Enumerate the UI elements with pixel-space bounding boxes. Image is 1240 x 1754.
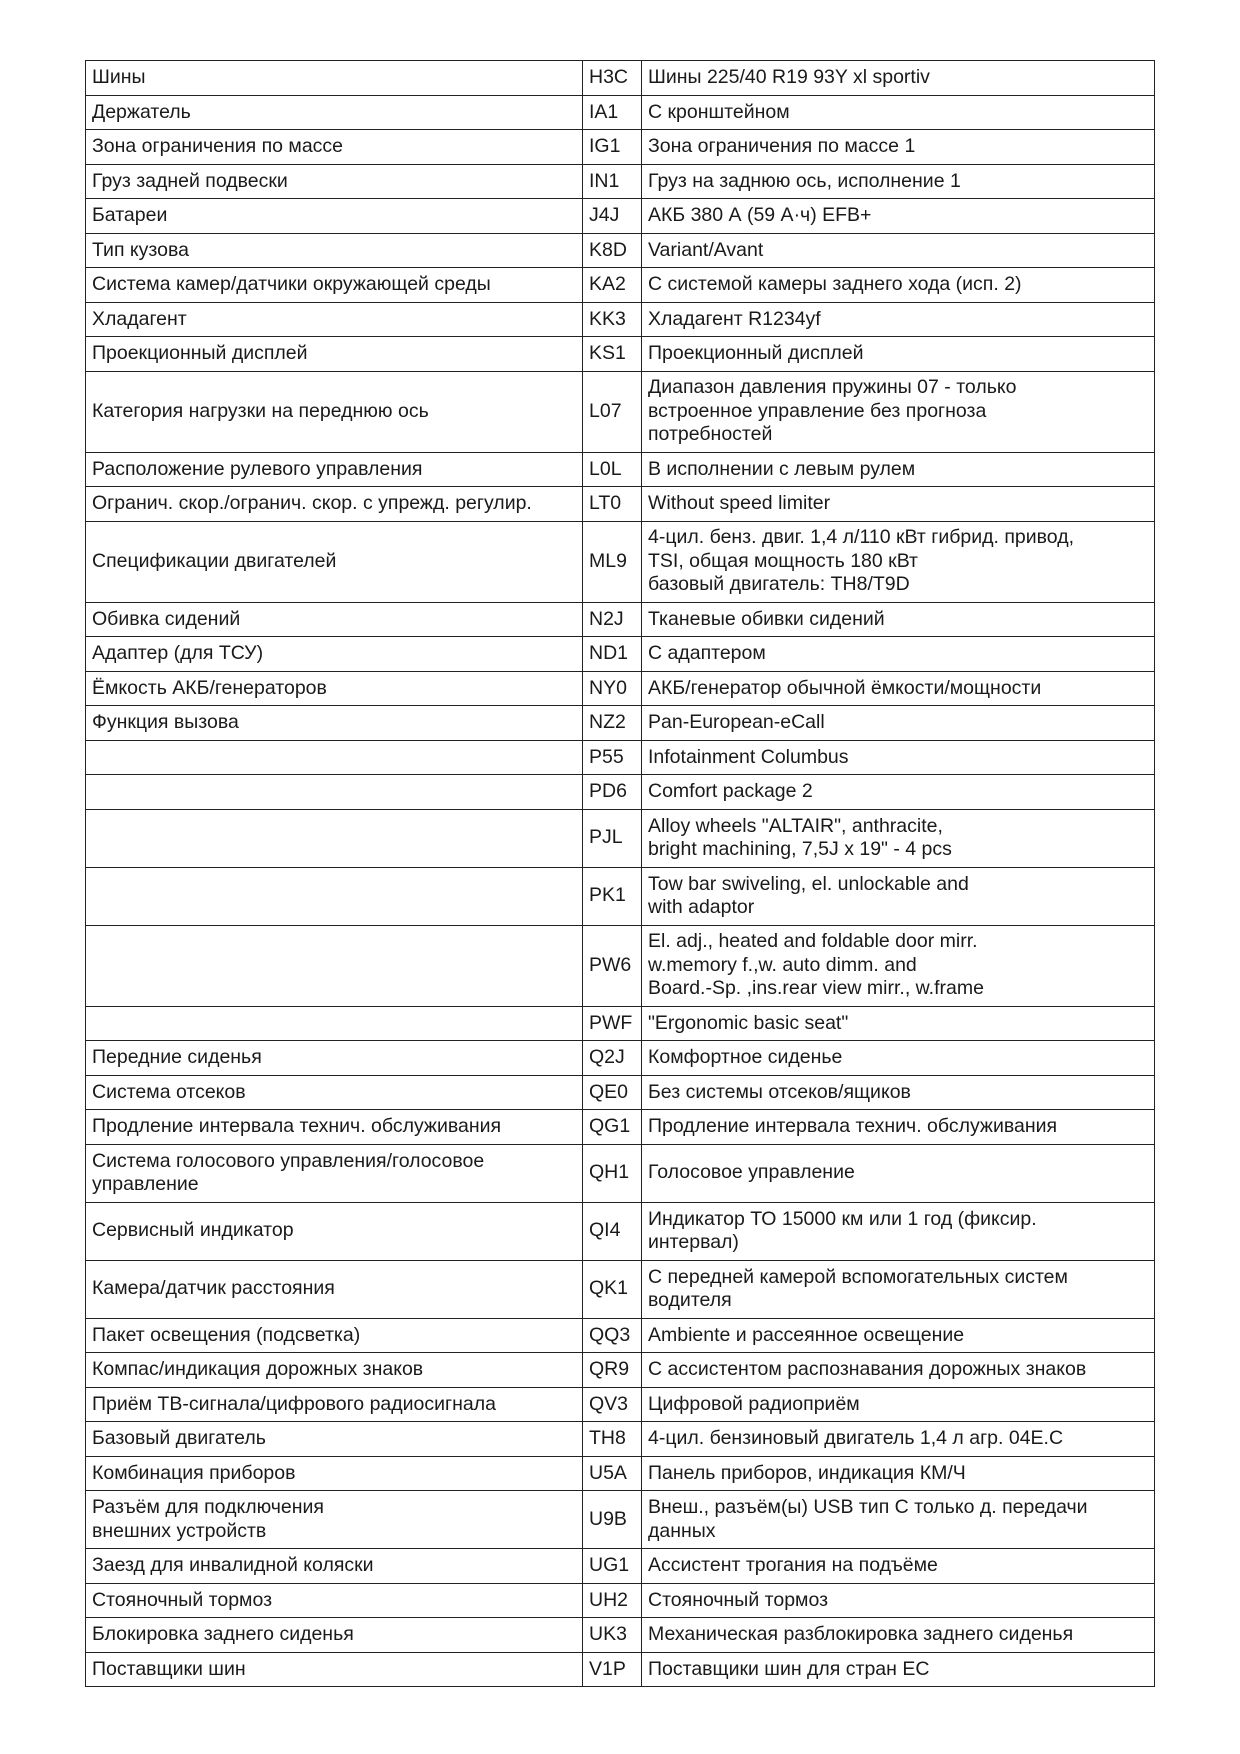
table-row — [86, 521, 1155, 602]
row-description: Стояночный тормоз — [642, 1583, 1155, 1618]
row-code: UH2 — [583, 1583, 642, 1618]
row-description: Variant/Avant — [642, 233, 1155, 268]
row-label — [86, 809, 583, 867]
row-description: 4-цил. бенз. двиг. 1,4 л/110 кВт гибрид. привод, TSI, общая мощность 180 кВт базовый двигатель: TH8/T9D — [642, 521, 1155, 602]
table-row — [86, 1353, 1155, 1388]
row-code: PD6 — [583, 775, 642, 810]
row-label: Груз задней подвески — [86, 164, 583, 199]
table-row — [86, 1387, 1155, 1422]
row-description: С адаптером — [642, 637, 1155, 672]
row-label: Зона ограничения по массе — [86, 130, 583, 165]
row-label — [86, 775, 583, 810]
row-description: С ассистентом распознавания дорожных знаков — [642, 1353, 1155, 1388]
row-code: UK3 — [583, 1618, 642, 1653]
row-code: U5A — [583, 1456, 642, 1491]
row-label: Адаптер (для ТСУ) — [86, 637, 583, 672]
row-label: Проекционный дисплей — [86, 337, 583, 372]
row-label: Сервисный индикатор — [86, 1202, 583, 1260]
row-label: Система голосового управления/голосовое управление — [86, 1144, 583, 1202]
table-row — [86, 706, 1155, 741]
row-description: АКБ/генератор обычной ёмкости/мощности — [642, 671, 1155, 706]
row-code: LT0 — [583, 487, 642, 522]
row-code: J4J — [583, 199, 642, 234]
row-label: Шины — [86, 61, 583, 96]
table-row — [86, 302, 1155, 337]
row-code: N2J — [583, 602, 642, 637]
row-label: Держатель — [86, 95, 583, 130]
table-row — [86, 268, 1155, 303]
table-row — [86, 1318, 1155, 1353]
table-row — [86, 1549, 1155, 1584]
row-label — [86, 925, 583, 1006]
table-row — [86, 1618, 1155, 1653]
row-code: IG1 — [583, 130, 642, 165]
table-row — [86, 867, 1155, 925]
row-label: Приём ТВ-сигнала/цифрового радиосигнала — [86, 1387, 583, 1422]
row-label: Продление интервала технич. обслуживания — [86, 1110, 583, 1145]
table-row — [86, 925, 1155, 1006]
table-row — [86, 487, 1155, 522]
table-row — [86, 1491, 1155, 1549]
row-label: Тип кузова — [86, 233, 583, 268]
row-description: В исполнении с левым рулем — [642, 452, 1155, 487]
row-label — [86, 1006, 583, 1041]
row-description: Диапазон давления пружины 07 - только встроенное управление без прогноза потребностей — [642, 371, 1155, 452]
table-row — [86, 602, 1155, 637]
row-label: Ёмкость АКБ/генераторов — [86, 671, 583, 706]
table-row — [86, 1041, 1155, 1076]
row-label: Обивка сидений — [86, 602, 583, 637]
row-label: Передние сиденья — [86, 1041, 583, 1076]
table-row — [86, 371, 1155, 452]
row-code: Q2J — [583, 1041, 642, 1076]
row-description: Тканевые обивки сидений — [642, 602, 1155, 637]
row-description: Ассистент трогания на подъёме — [642, 1549, 1155, 1584]
row-description: Ambiente и рассеянное освещение — [642, 1318, 1155, 1353]
row-description: "Ergonomic basic seat" — [642, 1006, 1155, 1041]
row-code: U9B — [583, 1491, 642, 1549]
row-code: PK1 — [583, 867, 642, 925]
row-code: K8D — [583, 233, 642, 268]
table-row — [86, 61, 1155, 96]
row-description: Pan-European-eCall — [642, 706, 1155, 741]
row-description: Alloy wheels "ALTAIR", anthracite, bright machining, 7,5J x 19" - 4 pcs — [642, 809, 1155, 867]
row-label: Базовый двигатель — [86, 1422, 583, 1457]
table-row — [86, 1006, 1155, 1041]
table-row — [86, 809, 1155, 867]
row-code: QR9 — [583, 1353, 642, 1388]
row-code: QH1 — [583, 1144, 642, 1202]
row-code: P55 — [583, 740, 642, 775]
row-label: Категория нагрузки на переднюю ось — [86, 371, 583, 452]
table-row — [86, 1652, 1155, 1687]
row-label: Заезд для инвалидной коляски — [86, 1549, 583, 1584]
table-row — [86, 1456, 1155, 1491]
row-label: Спецификации двигателей — [86, 521, 583, 602]
table-row — [86, 671, 1155, 706]
table-row — [86, 337, 1155, 372]
table-row — [86, 164, 1155, 199]
row-description: Внеш., разъём(ы) USB тип C только д. передачи данных — [642, 1491, 1155, 1549]
table-row — [86, 1422, 1155, 1457]
table-row — [86, 199, 1155, 234]
row-label: Система камер/датчики окружающей среды — [86, 268, 583, 303]
row-code: TH8 — [583, 1422, 642, 1457]
row-label: Поставщики шин — [86, 1652, 583, 1687]
row-description: Поставщики шин для стран ЕС — [642, 1652, 1155, 1687]
row-code: PJL — [583, 809, 642, 867]
row-label: Пакет освещения (подсветка) — [86, 1318, 583, 1353]
row-description: Проекционный дисплей — [642, 337, 1155, 372]
row-label: Компас/индикация дорожных знаков — [86, 1353, 583, 1388]
table-row — [86, 1110, 1155, 1145]
row-code: KK3 — [583, 302, 642, 337]
row-code: QK1 — [583, 1260, 642, 1318]
row-label: Система отсеков — [86, 1075, 583, 1110]
table-row — [86, 452, 1155, 487]
row-description: Хладагент R1234yf — [642, 302, 1155, 337]
table-row — [86, 1144, 1155, 1202]
row-label: Блокировка заднего сиденья — [86, 1618, 583, 1653]
table-row — [86, 1583, 1155, 1618]
row-code: IN1 — [583, 164, 642, 199]
row-description: Comfort package 2 — [642, 775, 1155, 810]
row-description: Продление интервала технич. обслуживания — [642, 1110, 1155, 1145]
row-description: АКБ 380 А (59 А·ч) EFB+ — [642, 199, 1155, 234]
row-description: Цифровой радиоприём — [642, 1387, 1155, 1422]
row-code: QE0 — [583, 1075, 642, 1110]
row-description: 4-цил. бензиновый двигатель 1,4 л агр. 04E.C — [642, 1422, 1155, 1457]
table-row — [86, 1075, 1155, 1110]
row-description: Infotainment Columbus — [642, 740, 1155, 775]
table-row — [86, 775, 1155, 810]
row-label: Камера/датчик расстояния — [86, 1260, 583, 1318]
table-row — [86, 1260, 1155, 1318]
row-label — [86, 867, 583, 925]
row-label: Комбинация приборов — [86, 1456, 583, 1491]
row-description: Шины 225/40 R19 93Y xl sportiv — [642, 61, 1155, 96]
row-code: PWF — [583, 1006, 642, 1041]
row-code: NY0 — [583, 671, 642, 706]
row-code: NZ2 — [583, 706, 642, 741]
row-description: Без системы отсеков/ящиков — [642, 1075, 1155, 1110]
row-description: Tow bar swiveling, el. unlockable and with adaptor — [642, 867, 1155, 925]
table-row — [86, 637, 1155, 672]
table-row — [86, 1202, 1155, 1260]
row-description: El. adj., heated and foldable door mirr. w.memory f.,w. auto dimm. and Board.-Sp. ,ins.rear view mirr., w.frame — [642, 925, 1155, 1006]
row-description: С кронштейном — [642, 95, 1155, 130]
row-description: Without speed limiter — [642, 487, 1155, 522]
row-code: QQ3 — [583, 1318, 642, 1353]
row-code: UG1 — [583, 1549, 642, 1584]
row-description: Панель приборов, индикация КМ/Ч — [642, 1456, 1155, 1491]
row-code: L07 — [583, 371, 642, 452]
row-description: С передней камерой вспомогательных систем водителя — [642, 1260, 1155, 1318]
row-code: V1P — [583, 1652, 642, 1687]
row-description: Механическая разблокировка заднего сиденья — [642, 1618, 1155, 1653]
row-code: QI4 — [583, 1202, 642, 1260]
row-label: Разъём для подключения внешних устройств — [86, 1491, 583, 1549]
equipment-table — [85, 60, 1155, 1687]
row-code: L0L — [583, 452, 642, 487]
row-description: С системой камеры заднего хода (исп. 2) — [642, 268, 1155, 303]
row-code: H3C — [583, 61, 642, 96]
table-row — [86, 130, 1155, 165]
row-label: Огранич. скор./огранич. скор. с упрежд. регулир. — [86, 487, 583, 522]
row-description: Голосовое управление — [642, 1144, 1155, 1202]
table-row — [86, 95, 1155, 130]
row-label: Функция вызова — [86, 706, 583, 741]
row-code: ML9 — [583, 521, 642, 602]
row-code: IA1 — [583, 95, 642, 130]
row-code: QG1 — [583, 1110, 642, 1145]
row-code: QV3 — [583, 1387, 642, 1422]
row-label: Расположение рулевого управления — [86, 452, 583, 487]
row-code: KA2 — [583, 268, 642, 303]
row-description: Груз на заднюю ось, исполнение 1 — [642, 164, 1155, 199]
table-row — [86, 233, 1155, 268]
row-description: Комфортное сиденье — [642, 1041, 1155, 1076]
row-label — [86, 740, 583, 775]
table-row — [86, 740, 1155, 775]
row-description: Зона ограничения по массе 1 — [642, 130, 1155, 165]
row-label: Стояночный тормоз — [86, 1583, 583, 1618]
row-label: Хладагент — [86, 302, 583, 337]
row-code: PW6 — [583, 925, 642, 1006]
row-label: Батареи — [86, 199, 583, 234]
row-description: Индикатор ТО 15000 км или 1 год (фиксир. интервал) — [642, 1202, 1155, 1260]
row-code: ND1 — [583, 637, 642, 672]
row-code: KS1 — [583, 337, 642, 372]
